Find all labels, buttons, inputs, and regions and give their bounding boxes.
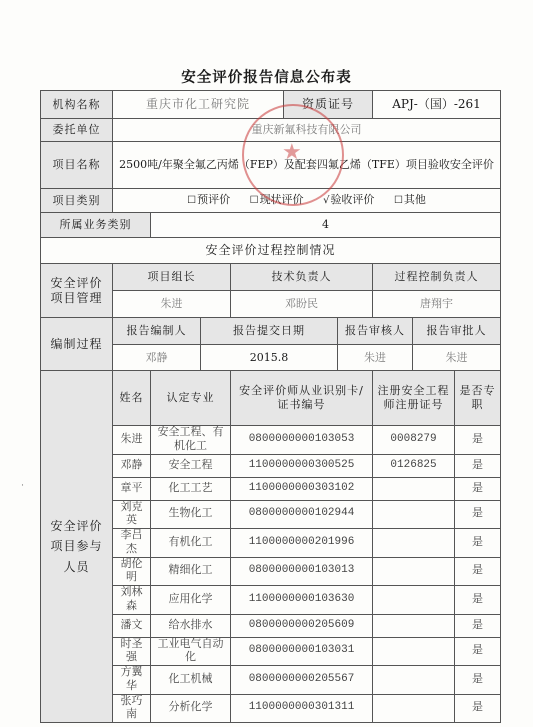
- participant-name: 胡伦明: [113, 557, 151, 586]
- participant-reg: 0126825: [373, 454, 455, 477]
- management-header-control: 过程控制负责人: [373, 264, 501, 291]
- compilation-value-approver: 朱进: [413, 345, 501, 371]
- info-table: [40, 90, 501, 723]
- business-value: 4: [151, 213, 501, 238]
- participant-fulltime: 是: [455, 477, 501, 500]
- compilation-value-author: 邓静: [113, 345, 201, 371]
- checkbox-icon: ☐: [249, 195, 259, 207]
- participant-fulltime: 是: [455, 666, 501, 695]
- option-other: ☐其他: [393, 193, 426, 207]
- participant-fulltime: 是: [455, 586, 501, 615]
- participant-name: 章平: [113, 477, 151, 500]
- client-label: 委托单位: [41, 119, 113, 142]
- participant-name: 张巧南: [113, 694, 151, 723]
- business-label: 所属业务类别: [41, 213, 151, 238]
- compilation-header-reviewer: 报告审核人: [338, 318, 413, 345]
- management-header-tech: 技术负责人: [231, 264, 373, 291]
- participant-card: 1100000000301311: [231, 694, 373, 723]
- participant-major: 化工工艺: [151, 477, 231, 500]
- participant-major: 安全工程: [151, 454, 231, 477]
- checkmark-icon: √: [323, 195, 330, 207]
- participant-reg: [373, 477, 455, 500]
- participant-reg: [373, 666, 455, 695]
- compilation-header-date: 报告提交日期: [201, 318, 338, 345]
- participant-fulltime: 是: [455, 614, 501, 637]
- participant-name: 刘林森: [113, 586, 151, 615]
- participant-reg: [373, 529, 455, 558]
- participant-card: 1100000000103630: [231, 586, 373, 615]
- participant-card: 0800000000103053: [231, 426, 373, 455]
- checkbox-icon: ☐: [393, 195, 403, 207]
- participant-reg: [373, 637, 455, 666]
- compilation-value-reviewer: 朱进: [338, 345, 413, 371]
- page-title: 安全评价报告信息公布表: [181, 70, 352, 86]
- management-value-leader: 朱进: [113, 291, 231, 318]
- participant-name: 朱进: [113, 426, 151, 455]
- participant-fulltime: 是: [455, 454, 501, 477]
- option-acceptance-evaluation: √验收评价: [323, 193, 375, 207]
- participant-major: 安全工程、有机化工: [151, 426, 231, 455]
- participants-header-reg: 注册安全工程师注册证号: [373, 371, 455, 426]
- participant-card: 0800000000205567: [231, 666, 373, 695]
- participant-fulltime: 是: [455, 529, 501, 558]
- participant-name: 李吕杰: [113, 529, 151, 558]
- participant-card: 0800000000103013: [231, 557, 373, 586]
- participant-fulltime: 是: [455, 426, 501, 455]
- participants-header-name: 姓名: [113, 371, 151, 426]
- qual-label: 资质证号: [284, 91, 373, 119]
- management-value-tech: 邓盼民: [231, 291, 373, 318]
- participant-fulltime: 是: [455, 694, 501, 723]
- participant-fulltime: 是: [455, 557, 501, 586]
- participant-major: 有机化工: [151, 529, 231, 558]
- participant-reg: [373, 557, 455, 586]
- participant-major: 分析化学: [151, 694, 231, 723]
- checkbox-icon: ☐: [187, 195, 197, 207]
- management-header-leader: 项目组长: [113, 264, 231, 291]
- participant-card: 0800000000102944: [231, 500, 373, 529]
- participant-major: 给水排水: [151, 614, 231, 637]
- participant-reg: [373, 586, 455, 615]
- participant-card: 1100000000303102: [231, 477, 373, 500]
- project-label: 项目名称: [41, 142, 113, 189]
- participant-card: 0800000000103031: [231, 637, 373, 666]
- compilation-value-date: 2015.8: [201, 345, 338, 371]
- participant-name: 时圣强: [113, 637, 151, 666]
- participant-name: 邓静: [113, 454, 151, 477]
- star-icon: ★: [282, 140, 302, 165]
- participant-card: 1100000000300525: [231, 454, 373, 477]
- section-title: 安全评价过程控制情况: [41, 238, 501, 264]
- client-name: 重庆新氟科技有限公司: [113, 119, 501, 142]
- management-label: 安全评价 项目管理: [41, 264, 113, 318]
- participants-label: 安全评价 项目参与 人员: [41, 371, 113, 723]
- participant-fulltime: 是: [455, 637, 501, 666]
- category-label: 项目类别: [41, 189, 113, 213]
- option-status-evaluation: ☐现状评价: [249, 193, 304, 207]
- participant-fulltime: 是: [455, 500, 501, 529]
- participants-header-fulltime: 是否专职: [455, 371, 501, 426]
- participant-card: 0800000000205609: [231, 614, 373, 637]
- participant-reg: [373, 694, 455, 723]
- org-name: 重庆市化工研究院: [113, 91, 284, 119]
- compilation-label: 编制过程: [41, 318, 113, 371]
- project-name: 2500吨/年聚全氟乙丙烯（FEP）及配套四氟乙烯（TFE）项目验收安全评价: [113, 142, 501, 189]
- participant-name: 刘克英: [113, 500, 151, 529]
- participant-name: 潘文: [113, 614, 151, 637]
- participant-major: 化工机械: [151, 666, 231, 695]
- compilation-header-author: 报告编制人: [113, 318, 201, 345]
- participant-major: 应用化学: [151, 586, 231, 615]
- participant-reg: [373, 614, 455, 637]
- compilation-header-approver: 报告审批人: [413, 318, 501, 345]
- participants-header-major: 认定专业: [151, 371, 231, 426]
- participant-name: 方翼华: [113, 666, 151, 695]
- participant-major: 生物化工: [151, 500, 231, 529]
- option-pre-evaluation: ☐预评价: [187, 193, 231, 207]
- management-value-control: 唐翔宇: [373, 291, 501, 318]
- participants-header-card: 安全评价师从业识别卡/证书编号: [231, 371, 373, 426]
- participant-major: 工业电气自动化: [151, 637, 231, 666]
- participant-card: 1100000000201996: [231, 529, 373, 558]
- participant-reg: 0008279: [373, 426, 455, 455]
- participant-major: 精细化工: [151, 557, 231, 586]
- margin-mark: ˙: [20, 484, 25, 495]
- participant-reg: [373, 500, 455, 529]
- org-label: 机构名称: [41, 91, 113, 119]
- qual-number: APJ-（国）-261: [373, 91, 501, 119]
- category-options: [113, 189, 501, 213]
